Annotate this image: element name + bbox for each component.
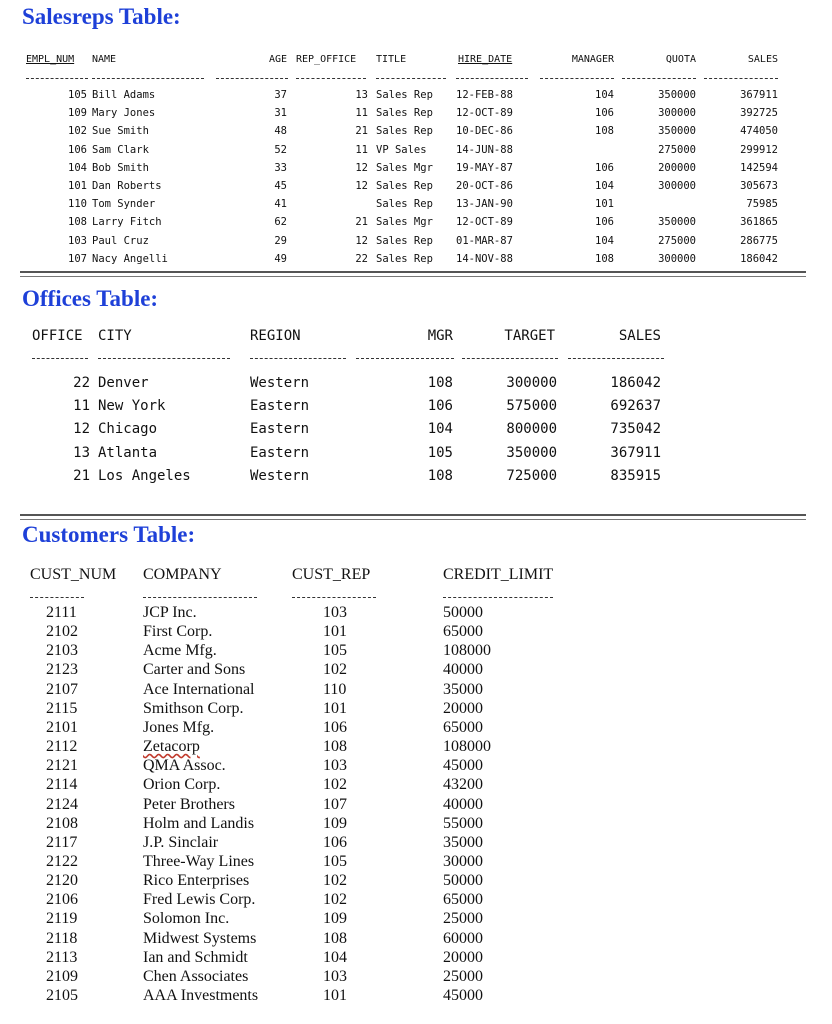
column-header: CUST_NUM bbox=[30, 566, 117, 583]
table-cell: Sales Mgr bbox=[376, 216, 433, 229]
table-cell: 2109 bbox=[46, 967, 78, 985]
table-cell: 2113 bbox=[46, 948, 78, 966]
table-cell: 2102 bbox=[46, 623, 78, 641]
table-cell: 65000 bbox=[443, 891, 483, 909]
table-cell: 25000 bbox=[443, 967, 483, 985]
table-cell: 109 bbox=[323, 910, 347, 928]
table-cell: Sales Rep bbox=[376, 234, 433, 247]
table-cell: 103 bbox=[323, 967, 347, 985]
table-cell: 22 bbox=[73, 375, 90, 391]
table-cell: 102 bbox=[323, 891, 347, 909]
table-cell: Eastern bbox=[250, 398, 310, 415]
table-cell: 692637 bbox=[610, 398, 661, 415]
table-cell: 41 bbox=[274, 198, 287, 211]
table-cell: 13-JAN-90 bbox=[456, 198, 513, 211]
table-cell: 101 bbox=[323, 623, 347, 641]
table-cell: Tom Synder bbox=[92, 198, 156, 211]
header-underline bbox=[143, 597, 257, 598]
table-cell: 108 bbox=[427, 375, 453, 391]
table-cell: Orion Corp. bbox=[143, 776, 221, 794]
table-cell: 2117 bbox=[46, 833, 78, 851]
table-cell: 60000 bbox=[443, 929, 483, 947]
table-cell: Midwest Systems bbox=[143, 929, 257, 947]
table-cell: 109 bbox=[68, 107, 87, 120]
column-header: SALES bbox=[747, 54, 778, 65]
table-cell: 43200 bbox=[443, 776, 483, 794]
table-cell: 11 bbox=[73, 398, 90, 415]
table-cell: 350000 bbox=[658, 216, 696, 229]
table-cell: 2114 bbox=[46, 776, 78, 794]
table-cell: 102 bbox=[323, 872, 347, 890]
table-cell: 103 bbox=[68, 234, 87, 247]
table-cell: 2107 bbox=[46, 680, 78, 698]
table-cell: 104 bbox=[595, 180, 614, 192]
table-cell: Western bbox=[250, 375, 310, 391]
column-header: NAME bbox=[92, 54, 117, 65]
table-cell: 110 bbox=[323, 680, 347, 698]
table-cell: 275000 bbox=[658, 143, 696, 156]
table-cell: 300000 bbox=[658, 107, 696, 120]
table-cell: 186042 bbox=[610, 375, 661, 391]
table-cell: 108 bbox=[68, 216, 87, 229]
table-cell: 367911 bbox=[610, 444, 661, 461]
table-cell: 20000 bbox=[443, 948, 483, 966]
table-cell: 105 bbox=[323, 852, 347, 870]
table-cell: 2119 bbox=[46, 910, 78, 928]
table-cell: 108 bbox=[323, 738, 347, 756]
table-cell: Carter and Sons bbox=[143, 661, 246, 679]
table-cell: 186042 bbox=[740, 252, 778, 265]
table-cell: Atlanta bbox=[98, 444, 158, 461]
table-cell: 305673 bbox=[740, 180, 778, 192]
table-cell: New York bbox=[98, 398, 166, 415]
table-cell: Paul Cruz bbox=[92, 234, 149, 247]
column-header: REP_OFFICE bbox=[296, 54, 357, 65]
column-header: TITLE bbox=[376, 54, 407, 65]
table-cell: 104 bbox=[595, 89, 614, 101]
table-cell: 108000 bbox=[443, 642, 491, 660]
column-header: HIRE_DATE bbox=[458, 54, 513, 65]
table-cell: 2106 bbox=[46, 891, 78, 909]
table-cell: 106 bbox=[595, 107, 614, 120]
table-cell: Rico Enterprises bbox=[143, 872, 250, 890]
table-cell: 108 bbox=[595, 125, 614, 138]
table-cell: Chen Associates bbox=[143, 967, 249, 985]
table-cell: 2123 bbox=[46, 661, 78, 679]
table-cell: 106 bbox=[68, 143, 87, 156]
table-cell: Sam Clark bbox=[92, 143, 149, 156]
table-cell: 106 bbox=[427, 398, 453, 415]
table-cell: 350000 bbox=[658, 89, 696, 101]
table-cell: 350000 bbox=[506, 444, 557, 461]
column-header: AGE bbox=[268, 54, 287, 65]
table-cell: 65000 bbox=[443, 623, 483, 641]
table-cell: 2103 bbox=[46, 642, 78, 660]
table-cell: 108000 bbox=[443, 738, 491, 756]
table-cell: 104 bbox=[323, 948, 347, 966]
table-cell: 37 bbox=[274, 89, 287, 101]
table-cell: 2105 bbox=[46, 987, 78, 1004]
table-cell: 31 bbox=[274, 107, 287, 120]
table-cell: 14-JUN-88 bbox=[456, 143, 513, 156]
column-header: OFFICE bbox=[32, 328, 83, 344]
table-cell: 105 bbox=[323, 642, 347, 660]
table-cell: 21 bbox=[355, 216, 368, 229]
table-cell: QMA Assoc. bbox=[143, 757, 226, 775]
table-cell: VP Sales bbox=[376, 143, 427, 156]
table-cell: 108 bbox=[427, 467, 453, 484]
table-cell: 103 bbox=[323, 757, 347, 775]
table-cell: 575000 bbox=[506, 398, 557, 415]
table-cell: 102 bbox=[68, 125, 87, 138]
table-cell: 299912 bbox=[740, 143, 778, 156]
table-cell: 106 bbox=[323, 833, 347, 851]
table-cell: 106 bbox=[595, 216, 614, 229]
table-cell: Nacy Angelli bbox=[92, 252, 168, 265]
table-cell: 350000 bbox=[658, 125, 696, 138]
table-cell: 725000 bbox=[506, 467, 557, 484]
table-cell: 19-MAY-87 bbox=[456, 161, 513, 174]
table-cell: Dan Roberts bbox=[92, 180, 162, 192]
column-header: SALES bbox=[618, 328, 661, 344]
table-cell: 30000 bbox=[443, 852, 483, 870]
table-cell: 11 bbox=[355, 143, 368, 156]
table-cell: 107 bbox=[68, 252, 87, 265]
table-cell: 12 bbox=[355, 161, 368, 174]
table-cell: Bill Adams bbox=[92, 89, 156, 101]
table-cell: 2118 bbox=[46, 929, 78, 947]
table-cell: 22 bbox=[355, 252, 368, 265]
table-cell: Eastern bbox=[250, 444, 310, 461]
table-cell: Sue Smith bbox=[92, 125, 149, 138]
table-cell: 12-OCT-89 bbox=[456, 216, 513, 229]
table-cell: 108 bbox=[323, 929, 347, 947]
table-cell: Acme Mfg. bbox=[143, 642, 217, 660]
table-cell: Fred Lewis Corp. bbox=[143, 891, 256, 909]
table-cell: Three-Way Lines bbox=[143, 852, 255, 870]
table-cell: 101 bbox=[323, 987, 347, 1004]
table-cell: Ian and Schmidt bbox=[143, 948, 248, 966]
table-cell: 286775 bbox=[740, 234, 778, 247]
table-cell: 300000 bbox=[658, 180, 696, 192]
table-cell: 40000 bbox=[443, 795, 483, 813]
table-cell: 392725 bbox=[740, 107, 778, 120]
table-cell: 12-FEB-88 bbox=[456, 89, 513, 101]
table-cell: 105 bbox=[68, 89, 87, 101]
table-cell: 01-MAR-87 bbox=[456, 234, 513, 247]
header-underline bbox=[443, 597, 553, 598]
table-cell: 62 bbox=[274, 216, 287, 229]
column-header: QUOTA bbox=[665, 54, 696, 65]
table-cell: 101 bbox=[595, 198, 614, 211]
salesreps-title: Salesreps Table: bbox=[22, 4, 181, 29]
table-cell: 12 bbox=[73, 421, 90, 438]
table-cell: 35000 bbox=[443, 680, 483, 698]
table-cell: Sales Rep bbox=[376, 198, 433, 211]
column-header: REGION bbox=[250, 328, 301, 344]
table-cell: 835915 bbox=[610, 467, 661, 484]
table-cell: 2112 bbox=[46, 738, 78, 756]
table-cell: 101 bbox=[68, 180, 87, 192]
table-cell: 14-NOV-88 bbox=[456, 252, 513, 265]
table-cell: Ace International bbox=[143, 680, 255, 698]
table-cell: Jones Mfg. bbox=[143, 718, 215, 736]
table-cell: Sales Rep bbox=[376, 125, 433, 138]
table-cell: 52 bbox=[274, 143, 287, 156]
table-cell: 12 bbox=[355, 234, 368, 247]
table-cell: Peter Brothers bbox=[143, 795, 235, 813]
table-cell: 33 bbox=[274, 161, 287, 174]
column-header: CUST_REP bbox=[292, 566, 371, 583]
table-cell: 104 bbox=[68, 161, 87, 174]
table-cell: 800000 bbox=[506, 421, 557, 438]
table-cell: J.P. Sinclair bbox=[143, 833, 219, 851]
table-cell: 735042 bbox=[610, 421, 661, 438]
offices-title: Offices Table: bbox=[22, 286, 159, 311]
table-cell: 20-OCT-86 bbox=[456, 180, 513, 192]
table-cell: Chicago bbox=[98, 421, 158, 438]
table-cell: 275000 bbox=[658, 234, 696, 247]
column-header: TARGET bbox=[504, 328, 555, 344]
table-cell: 109 bbox=[323, 814, 347, 832]
table-cell: 104 bbox=[427, 421, 453, 438]
table-cell: 65000 bbox=[443, 718, 483, 736]
table-cell: Bob Smith bbox=[92, 161, 149, 174]
table-cell: 40000 bbox=[443, 661, 483, 679]
table-cell: 2108 bbox=[46, 814, 78, 832]
table-cell: 75985 bbox=[746, 198, 778, 211]
table-cell: Sales Rep bbox=[376, 89, 433, 101]
header-underline bbox=[292, 597, 376, 598]
table-cell: 13 bbox=[355, 89, 368, 101]
table-cell: 20000 bbox=[443, 699, 483, 717]
table-cell: 2122 bbox=[46, 852, 78, 870]
table-cell: Mary Jones bbox=[92, 107, 156, 120]
table-cell: 367911 bbox=[740, 89, 778, 101]
table-cell: 13 bbox=[73, 444, 90, 461]
table-cell: Denver bbox=[98, 375, 149, 391]
table-cell: 2124 bbox=[46, 795, 78, 813]
table-cell: 102 bbox=[323, 661, 347, 679]
customers-title: Customers Table: bbox=[22, 522, 196, 547]
table-cell: 50000 bbox=[443, 604, 483, 621]
table-cell: 102 bbox=[323, 776, 347, 794]
table-cell: 101 bbox=[323, 699, 347, 717]
table-cell: 48 bbox=[274, 125, 287, 138]
table-cell: 300000 bbox=[658, 252, 696, 265]
table-cell: 2111 bbox=[46, 604, 77, 621]
table-cell: 474050 bbox=[740, 125, 778, 138]
table-cell: 55000 bbox=[443, 814, 483, 832]
table-cell: 29 bbox=[274, 234, 287, 247]
table-cell: 35000 bbox=[443, 833, 483, 851]
column-header: CITY bbox=[98, 328, 132, 344]
column-header: EMPL_NUM bbox=[26, 54, 75, 65]
table-cell: Sales Rep bbox=[376, 107, 433, 120]
table-cell: 106 bbox=[323, 718, 347, 736]
table-cell: Sales Rep bbox=[376, 180, 433, 192]
column-header: CREDIT_LIMIT bbox=[443, 566, 554, 583]
table-cell: 50000 bbox=[443, 872, 483, 890]
table-cell: First Corp. bbox=[143, 623, 213, 641]
table-cell: Sales Mgr bbox=[376, 161, 433, 174]
table-cell: Larry Fitch bbox=[92, 216, 162, 229]
table-cell: 106 bbox=[595, 161, 614, 174]
table-cell: 108 bbox=[595, 252, 614, 265]
table-cell: 21 bbox=[73, 467, 90, 484]
table-cell: AAA Investments bbox=[143, 987, 259, 1004]
table-cell: 25000 bbox=[443, 910, 483, 928]
table-cell: 2120 bbox=[46, 872, 78, 890]
table-cell: 11 bbox=[355, 107, 368, 120]
table-cell: Smithson Corp. bbox=[143, 699, 244, 717]
table-cell: 2115 bbox=[46, 699, 78, 717]
table-cell: 10-DEC-86 bbox=[456, 125, 513, 138]
column-header: MGR bbox=[427, 328, 453, 344]
table-cell: 49 bbox=[274, 252, 287, 265]
table-cell: 142594 bbox=[740, 161, 778, 174]
table-cell: Solomon Inc. bbox=[143, 910, 230, 928]
table-cell: 45000 bbox=[443, 987, 483, 1004]
table-cell: 361865 bbox=[740, 216, 778, 229]
table-cell: JCP Inc. bbox=[143, 604, 197, 621]
table-cell: 104 bbox=[595, 234, 614, 247]
table-cell: 107 bbox=[323, 795, 347, 813]
table-cell: 45000 bbox=[443, 757, 483, 775]
table-cell: Sales Rep bbox=[376, 252, 433, 265]
table-cell: Holm and Landis bbox=[143, 814, 255, 832]
table-cell: 2121 bbox=[46, 757, 78, 775]
table-cell: 2101 bbox=[46, 718, 78, 736]
table-cell: 200000 bbox=[658, 161, 696, 174]
table-cell: Los Angeles bbox=[98, 467, 191, 484]
table-cell: 103 bbox=[323, 604, 347, 621]
header-underline bbox=[30, 597, 84, 598]
table-cell: 105 bbox=[427, 444, 453, 461]
column-header: COMPANY bbox=[143, 566, 222, 583]
table-cell: 21 bbox=[355, 125, 368, 138]
table-cell: 12-OCT-89 bbox=[456, 107, 513, 120]
table-cell: Zetacorp bbox=[143, 738, 200, 756]
table-cell: 110 bbox=[68, 198, 87, 211]
column-header: MANAGER bbox=[571, 54, 614, 65]
table-cell: Eastern bbox=[250, 421, 310, 438]
table-cell: 12 bbox=[355, 180, 368, 192]
table-cell: 45 bbox=[274, 180, 287, 192]
table-cell: 300000 bbox=[506, 375, 557, 391]
table-cell: Western bbox=[250, 467, 310, 484]
